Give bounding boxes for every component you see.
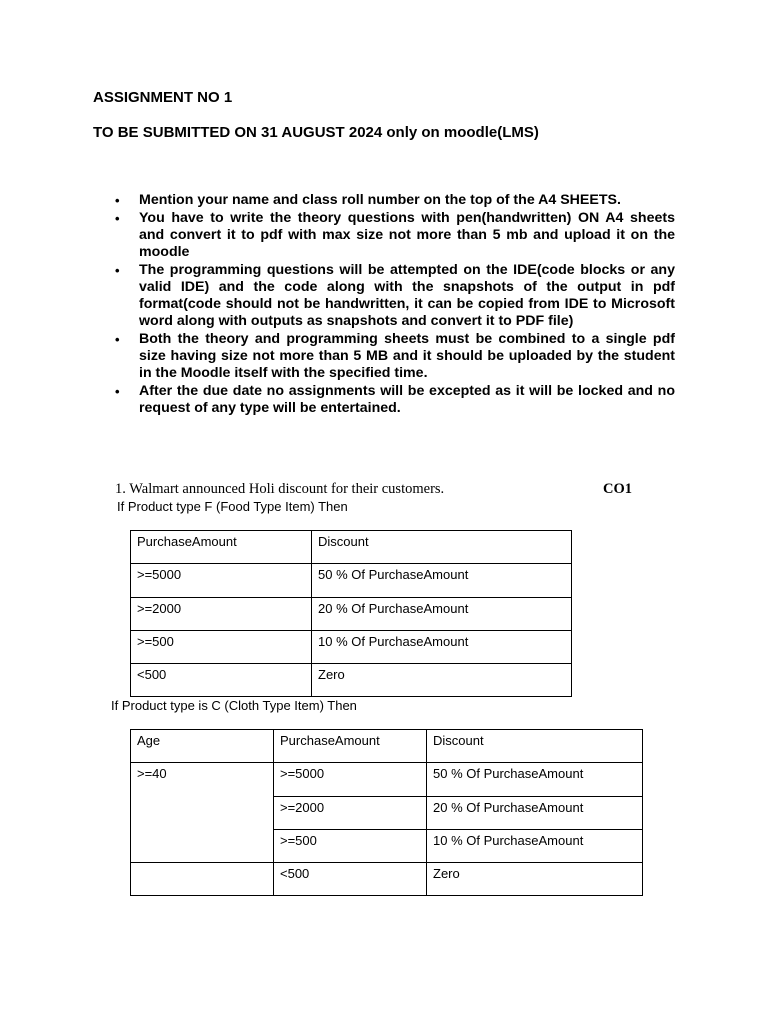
table-row bbox=[131, 564, 572, 597]
table-cell: >=2000 bbox=[131, 597, 312, 630]
question-1-text: 1. Walmart announced Holi discount for their customers. bbox=[115, 481, 445, 497]
table-cell: >=500 bbox=[131, 630, 312, 663]
table-cell: 20 % Of PurchaseAmount bbox=[427, 796, 643, 829]
table-row bbox=[131, 597, 572, 630]
table-cell: >=500 bbox=[274, 829, 427, 862]
empty-cell bbox=[131, 863, 274, 896]
cloth-type-heading: If Product type is C (Cloth Type Item) Then bbox=[111, 698, 357, 713]
table-row bbox=[131, 763, 643, 796]
table-cell: Zero bbox=[312, 664, 572, 697]
table-cell: <500 bbox=[274, 863, 427, 896]
submission-deadline: TO BE SUBMITTED ON 31 AUGUST 2024 only on moodle(LMS) bbox=[93, 124, 539, 141]
header-cell: Discount bbox=[312, 531, 572, 564]
header-cell: PurchaseAmount bbox=[274, 730, 427, 763]
table-cell: <500 bbox=[131, 664, 312, 697]
food-type-heading: If Product type F (Food Type Item) Then bbox=[117, 499, 348, 514]
table-header-row bbox=[131, 531, 572, 564]
cloth-discount-table bbox=[130, 729, 643, 896]
table-cell: 50 % Of PurchaseAmount bbox=[312, 564, 572, 597]
header-cell: Age bbox=[131, 730, 274, 763]
table-cell: >=5000 bbox=[131, 564, 312, 597]
table-cell: 20 % Of PurchaseAmount bbox=[312, 597, 572, 630]
table-cell: >=2000 bbox=[274, 796, 427, 829]
header-cell: Discount bbox=[427, 730, 643, 763]
table-cell: Zero bbox=[427, 863, 643, 896]
instruction-item: • After the due date no assignments will be excepted as it will be locked and no request of any type will be entertained. bbox=[115, 383, 675, 417]
table-cell: >=5000 bbox=[274, 763, 427, 796]
table-row bbox=[131, 664, 572, 697]
course-outcome-label: CO1 bbox=[603, 481, 632, 497]
instructions-list bbox=[115, 192, 675, 418]
instruction-item: • Both the theory and programming sheets must be combined to a single pdf size having size not more than 5 MB and it should be uploaded by the student in the Moodle itself with the specified time. bbox=[115, 331, 675, 382]
instruction-item: • The programming questions will be attempted on the IDE(code blocks or any valid IDE) and the code along with the snapshots of the output in pdf format(code should not be handwritten, it can be copied from IDE to Microsoft word along with outputs as snapshots and convert it to PDF file) bbox=[115, 262, 675, 330]
header-cell: PurchaseAmount bbox=[131, 531, 312, 564]
instruction-item: • Mention your name and class roll number on the top of the A4 SHEETS. bbox=[115, 192, 675, 209]
table-row bbox=[131, 863, 643, 896]
table-cell: 50 % Of PurchaseAmount bbox=[427, 763, 643, 796]
age-group-cell: >=40 bbox=[131, 763, 274, 863]
instruction-item: • You have to write the theory questions with pen(handwritten) ON A4 sheets and convert it to pdf with max size not more than 5 mb and upload it on the moodle bbox=[115, 210, 675, 261]
assignment-title: ASSIGNMENT NO 1 bbox=[93, 89, 233, 106]
table-cell: 10 % Of PurchaseAmount bbox=[312, 630, 572, 663]
food-discount-table bbox=[130, 530, 572, 697]
table-row bbox=[131, 630, 572, 663]
table-header-row bbox=[131, 730, 643, 763]
table-cell: 10 % Of PurchaseAmount bbox=[427, 829, 643, 862]
